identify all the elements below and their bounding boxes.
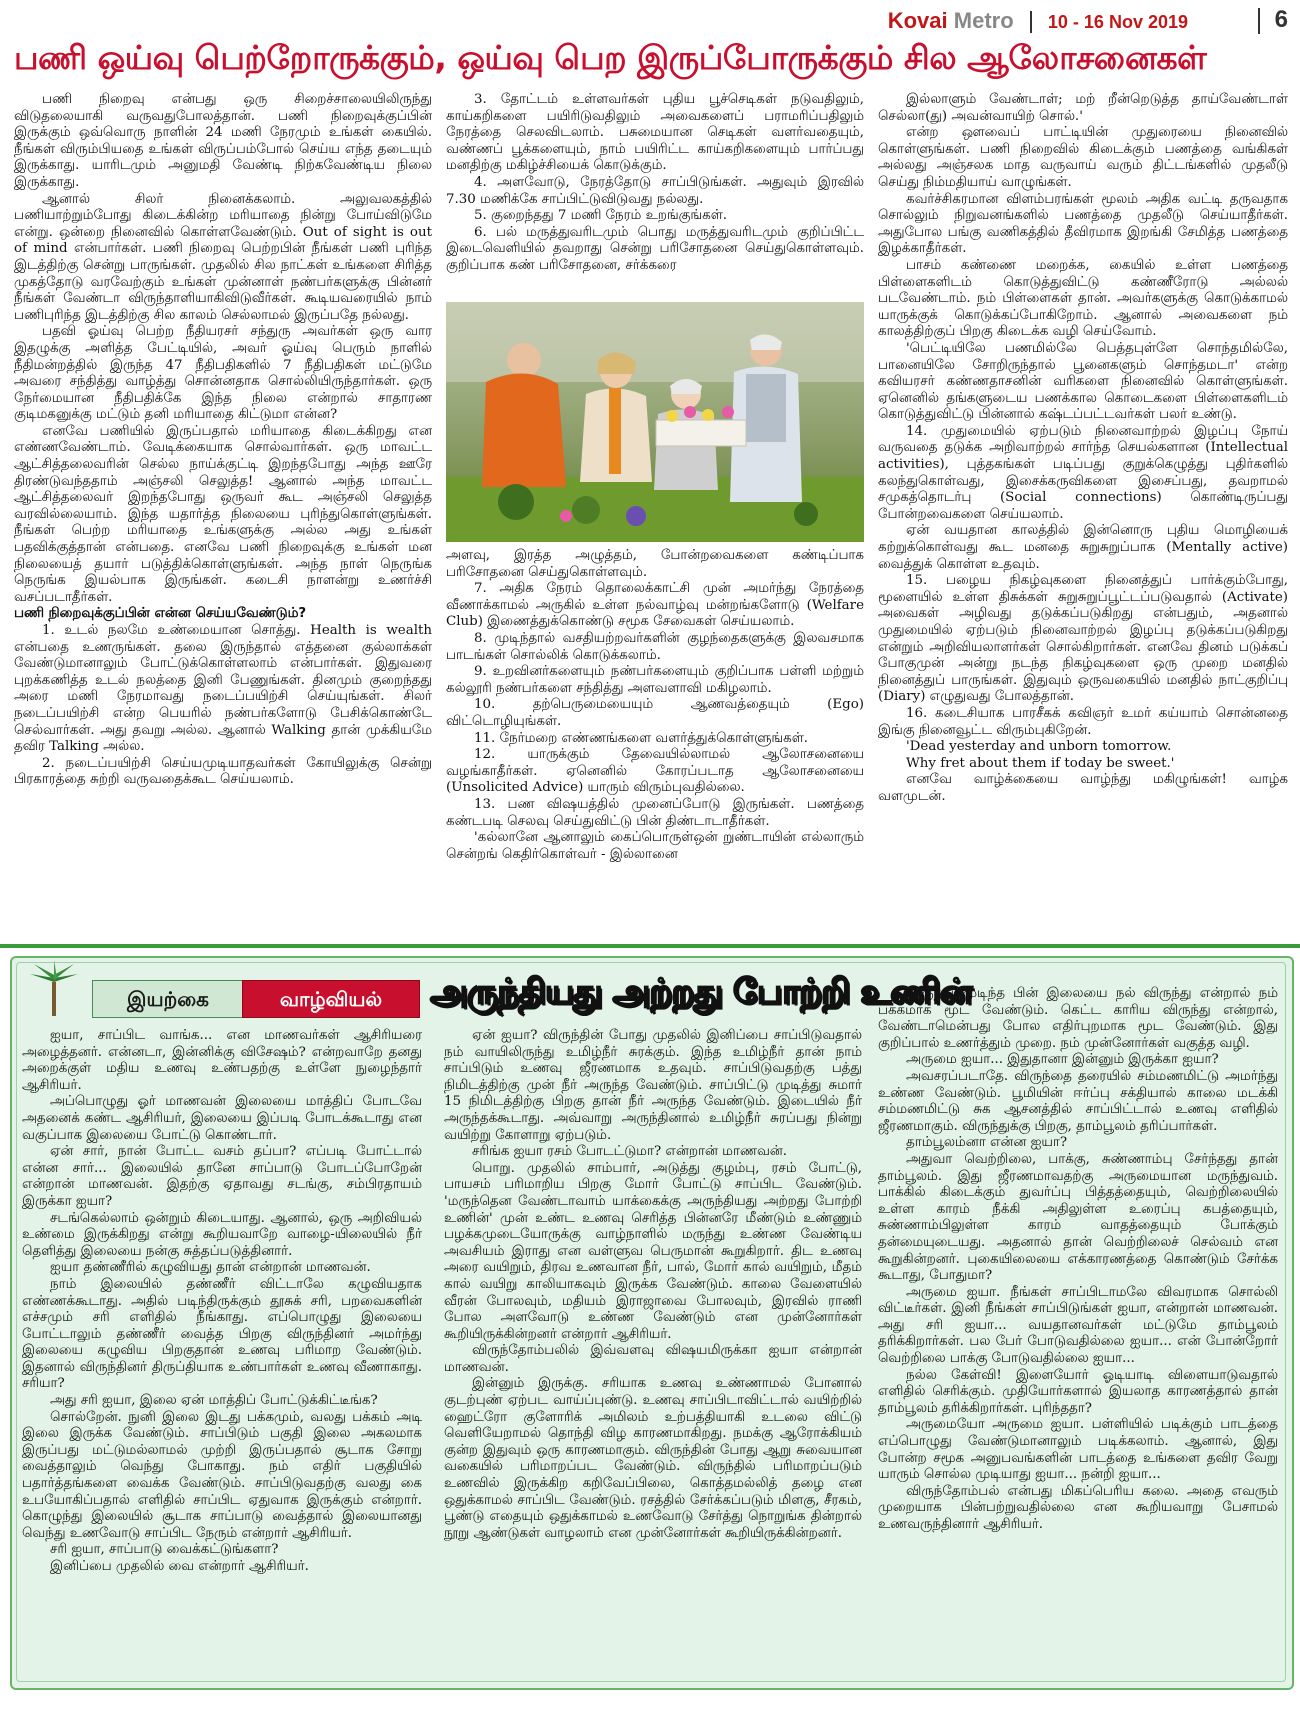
paragraph: பாசம் கண்ணை மறைக்க, கையில் உள்ள பணத்தை பிள்ளைகளிடம் கொடுத்துவிட்டு கண்ணீரோடு அல்லல் படவேண்டாம். நம் பிள்ளைகள் தான். அவர்களுக்கு கொடுக்காமல் யாருக்குக் கொடுக்கப்போகிறோம். ஆனால் அவைகளை நம் காலத்திற்குப் பிறகு கிடைக்க வழி செய்வோம். — [878, 257, 1288, 340]
verse: 'கல்லானே ஆனாலும் கைப்பொருள்ஒன் றுண்டாயின் எல்லாரும் சென்றங் கெதிர்கொள்வர் - இல்லானை — [446, 830, 864, 862]
paragraph: அருமையோ அருமை ஐயா. பள்ளியில் படிக்கும் பாடத்தை எப்பொழுது வேண்டுமானாலும் படிக்கலாம். ஆனால், இது போன்ற சமூக அனுபவங்களின் பாடத்தை உங்களை தவிர வேறு யாரும் சொல்ல முடியாது ஐயா... நன்றி ஐயா... — [878, 1417, 1278, 1483]
article1-column-2-bottom — [446, 548, 864, 932]
feature-column-1 — [22, 1028, 422, 1678]
paragraph: 14. முதுமையில் ஏற்படும் நினைவாற்றல் இழப்பு நோய் வருவதை தடுக்க அறிவாற்றல் சார்ந்த செயல்களான (Intellectual activities), புத்தகங்கள் படிப்பது குறுக்கெழுத்து புதிர்களில் கலந்துகொள்வது, இசைக்கருவிகளை இசைப்பது, தவறாமல் சமுகத்தொடர்பு (Social connections) கொண்டிருப்பது போன்றவைகளை செய்யலாம். — [878, 423, 1288, 522]
feature-column-3 — [878, 986, 1278, 1678]
paragraph: 12. யாருக்கும் தேவையில்லாமல் ஆலோசனையை வழங்காதீர்கள். ஏனெனில் கோரப்படாத ஆலோசனையை (Unsolicited Advice) யாரும் விரும்புவதில்லை. — [446, 747, 864, 796]
paragraph: என்ற ஔவைப் பாட்டியின் முதுரையை நினைவில் கொள்ளுங்கள். பணி நிறைவில் கிடைக்கும் பணத்தை வங்கிகள் அல்லது அஞ்சலக மாத வருவாய் வரும் திட்டங்களில் முதலீடு செய்து நிம்மதியாய் வாழுங்கள். — [878, 125, 1288, 190]
feature-title: அருந்தியது அற்றது போற்றி உணின் — [430, 972, 972, 1012]
paragraph: இன்னும் இருக்கு. சரியாக உணவு உண்ணாமல் போனால் குடற்புண் ஏற்பட வாய்ப்புண்டு. உணவு சாப்பிடாவிட்டால் வயிற்றில் ஹைட்ரோ குளோரிக் அமிலம் உற்பத்தியாகி உடலை விட்டு வெளியேறாமல் தொந்தி விழ காரணமாகிறது. நமக்கு ஆரோக்கியம் குன்ற இதுவும் ஒரு காரணமாகும். விருந்தின் போது ஆறு சுவையான வகையில் பரிமாறப்பட வேண்டும். விருந்தில் பரிமாறப்படும் உணவில் இருக்கிற கறிவேப்பிலை, கொத்தமல்லித் தழை என ஒதுக்காமல் சாப்பிட வேண்டும். ரசத்தில் சேர்க்கப்படும் மிளகு, சீரகம், பூண்டு எதையும் ஒதுக்காமல் உணவோடு சேர்த்து நொறுங்க தின்றால் நூறு ஆண்டுகள் வாழலாம் என முன்னோர்கள் கூறியிருக்கின்றனர். — [444, 1376, 862, 1541]
paragraph: அதுவா வெற்றிலை, பாக்கு, சுண்ணாம்பு சேர்ந்தது தான் தாம்பூலம். இது ஜீரணமாவதற்கு அருமையான மருந்துவம். பாக்கில் கிடைக்கும் துவர்ப்பு பித்தத்தையும், வெற்றிலையில் உள்ள காரம் நீக்கி அதிலுள்ள உரைப்பு கபத்தையும், சுண்ணாம்பிலுள்ள காரம் வாதத்தையும் போக்கும் தன்மையுடையது. அதனால் தான் வெற்றிலைச் செல்வம் என கூறுகின்றனர். புகையிலையை எக்காரணத்தை கொண்டும் சேர்க்க கூடாது, போதுமா? — [878, 1151, 1278, 1284]
paragraph: அப்பொழுது ஓர் மாணவன் இலையை மாத்திப் போடவே அதனைக் கண்ட ஆசிரியர், இலையை இப்படி போடக்கூடாது என வகுப்பாக இலையை போட்டு கொண்டார். — [22, 1094, 422, 1143]
paragraph: 3. தோட்டம் உள்ளவர்கள் புதிய பூச்செடிகள் நடுவதிலும், காய்கறிகளை பயிரிடுவதிலும் அவைகளைப் பராமரிப்பதிலும் நேரத்தை செலவிடலாம். பசுமையான செடிகள் வளர்வதையும், வண்ணப் பூக்களையும், நாம் பயிரிட்ட காய்கறிகளையும் பார்ப்பது மனதிற்கு மகிழ்ச்சியைக் கொடுக்கும். — [446, 92, 864, 174]
article1-column-1 — [14, 92, 432, 932]
article-headline: பணி ஒய்வு பெற்றோருக்கும், ஒய்வு பெற இருப்போருக்கும் சில ஆலோசனைகள் — [14, 38, 1207, 77]
paragraph: அது சரி ஐயா, இலை ஏன் மாத்திப் போட்டுக்கிட்டீங்க? — [50, 1393, 378, 1409]
section-label-lifestyle: வாழ்வியல் — [242, 980, 420, 1018]
paragraph: அவசரப்படாதே. விருந்தை தரையில் சம்மணமிட்டு அமர்ந்து உண்ண வேண்டும். பூமியின் ஈர்ப்பு சக்தியால் காலை மடக்கி சம்மணமிட்டு சுக ஆசனத்தில் சாப்பிட்டால் உணவு எளிதில் ஜீரணமாகும். விருந்துக்கு பிறகு, தாம்பூலம் தரிப்பார்கள். — [878, 1068, 1278, 1134]
paragraph: 9. உறவினர்களையும் நண்பர்களையும் குறிப்பாக பள்ளி மற்றும் கல்லூரி நண்பர்களை சந்தித்து அளவளாவி மகிழலாம். — [446, 664, 864, 696]
paragraph: சடங்கெல்லாம் ஒன்றும் கிடையாது. ஆனால், ஒரு அறிவியல் உண்மை இருக்கிறது என்று கூறியவாறே வாழை-யிலையில் நீர் தெளித்து இலையை நன்கு சுத்தப்படுத்தினார். — [22, 1210, 422, 1259]
paragraph: கவர்ச்சிகரமான விளம்பரங்கள் மூலம் அதிக வட்டி தருவதாக சொல்லும் நிறுவனங்களில் பணத்தை முதலீடு செய்யாதீர்கள். அதுபோல பங்கு வணிகத்தில் தீவிரமாக இறங்கி சேமித்த பணத்தை இழக்காதீர்கள். — [878, 191, 1288, 257]
brand-metro: Metro — [953, 8, 1014, 33]
paragraph: ஐயா, சாப்பிட வாங்க... என மாணவர்கள் ஆசிரியரை அழைத்தனர். என்னடா, இன்னிக்கு விசேஷம்? என்றவாறே தனது அறைக்குள் மதிய உணவு உண்பதற்கு உள்ளே நுழைந்தார் ஆசிரியர். — [22, 1028, 422, 1093]
masthead-separator — [1030, 11, 1032, 33]
paragraph: அருமை ஐயா. நீங்கள் சாப்பிடாமலே விவரமாக சொல்லி விட்டீர்கள். இனி நீங்கள் சாப்பிடுங்கள் ஐயா, என்றான் மாணவன். அது சரி ஐயா... வயதானவர்கள் மட்டுமே தாம்பூலம் தரிக்கிறார்கள். பல பேர் போடுவதில்லை ஐயா... என் போன்றோர் வெற்றிலை பாக்கு போடுவதில்லை ஐயா... — [878, 1284, 1278, 1367]
verse: இல்லாளும் வேண்டாள்; மற் றீன்றெடுத்த தாய்வேண்டாள் செல்லா(து) அவன்வாயிற் சொல்.' — [878, 92, 1288, 124]
paragraph: 10. தற்பெருமையையும் ஆணவத்தையும் (Ego) விட்டொழியுங்கள். — [446, 697, 864, 729]
paragraph: இனிப்பை முதலில் வை என்றார் ஆசிரியர். — [50, 1559, 309, 1574]
paragraph: எனவே பணியில் இருப்பதால் மரியாதை கிடைக்கிறது என எண்ணவேண்டாம். வேடிக்கையாக சொல்வார்கள். ஒரு மாவட்ட ஆட்சித்தலைவரின் செல்ல நாய்க்குட்டி இறந்தபோது அந்த ஊரே திரண்டுவந்ததாம் அஞ்சலி செலுத்த! ஆனால் அந்த மாவட்ட ஆட்சித்தலைவர் இறந்தபோது ஒருவர் கூட அஞ்சலி செலுத்த வரவில்லையாம். இந்த யதார்த்த நிலையை புரிந்துகொள்ளுங்கள். நீங்கள் பெற்ற மரியாதை உங்களுக்கு அல்ல அது உங்கள் பதவிக்குத்தான் என்பதை. எனவே பணி நிறைவுக்கு உங்கள் மன நிலையைத் தயார் படுத்திக்கொள்ளுங்கள். அந்த நாள் நெருங்க நெருங்க இயல்பாக இருங்கள். கடைசி நாளன்று உணர்ச்சி வசப்படாதீர்கள். — [14, 423, 432, 605]
paragraph: அருமை ஐயா... இதுதானா இன்னும் இருக்கா ஐயா? — [906, 1052, 1219, 1068]
paragraph: நாம் இலையில் தண்ணீர் விட்டாலே கழுவியதாக எண்ணக்கூடாது. அதில் படிந்திருக்கும் தூசுக் சரி, பறவைகளின் எச்சமும் சரி எளிதில் நீங்காது. எப்பொழுது இலையை போட்டாலும் தண்ணீர் வைத்த பிறகு விருந்தினர் அமர்ந்து இலையை கழுவிய பிறகுதான் உணவு பரிமாற வேண்டும். இதனால் விருந்தினர் திருப்தியாக உண்பார்கள் உணவு வீணாகாது. சரியா? — [22, 1276, 422, 1392]
paragraph: 1. உடல் நலமே உண்மையான சொத்து. Health is wealth என்பதை உணருங்கள். தலை இருந்தால் எத்தனை குல்லாக்கள் வேண்டுமானாலும் போட்டுக்கொள்ளலாம் என்பார்கள். இதுவரை புறக்கணித்த உடல் நலத்தை இனி பேணுங்கள். தினமும் குறைந்தது அரை மணி நேரமாவது நடைப்பயிற்சி செய்யுங்கள். சிலர் நடைப்பயிற்சி என்ற பெயரில் நண்பர்களோடு பேசிக்கொண்டே செல்வார்கள். அது தவறு அல்ல. ஆனால் Walking தான் முக்கியமே தவிர Talking அல்ல. — [14, 623, 432, 755]
paragraph: விருந்து முடிந்த பின் இலையை நல் விருந்து என்றால் நம் பக்கமாக மூட வேண்டும். கெட்ட காரிய விருந்து என்றால், வேண்டாமென்பது போல எதிர்புறமாக மூட வேண்டும். இது குறிப்பால் உணர்த்தும் முறை. நம் முன்னோர்கள் வகுத்த வழி. — [878, 986, 1278, 1051]
article1-column-3 — [878, 92, 1288, 932]
section-divider — [0, 944, 1300, 948]
paragraph: 7. அதிக நேரம் தொலைக்காட்சி முன் அமர்ந்து நேரத்தை வீணாக்காமல் அருகில் உள்ள நல்வாழ்வு மன்றங்களோடு (Welfare Club) இணைத்துக்கொண்டு சமூக சேவைகள் செய்யலாம். — [446, 581, 864, 630]
paragraph: 15. பழைய நிகழ்வுகளை நினைத்துப் பார்க்கும்போது, மூளையில் உள்ள திசுக்கள் சுறுசுறுப்பூட்டப்படுவதால் (Activate) அவைகள் அழிவது தடுக்கப்படுகிறது என்பதும், அதனால் முதுமையில் ஏற்படும் நினைவாற்றல் இழப்பு தடுக்கப்படுகிறது என்றும் அறிவியலாளர்கள் சொல்கிறார்கள். எனவே தினம் படுக்கப் போகுமுன் அன்று நடந்த நிகழ்வுகளை ஒரு முறை மனதில் நினைத்துப் பாருங்கள். இதுவும் ஒருவகையில் மனதில் நாட்குறிப்பு (Diary) எழுதுவது போலத்தான். — [878, 573, 1288, 705]
feature-column-2 — [444, 1028, 862, 1720]
quote-line: 'Dead yesterday and unborn tomorrow. — [906, 739, 1172, 755]
brand — [888, 8, 1188, 34]
paragraph: சொல்றேன். நுனி இலை இடது பக்கமும், வலது பக்கம் அடி இலை இருக்க வேண்டும். சாப்பிடும் பகுதி இலை அகலமாக இருப்பது மட்டுமல்லாமல் முற்றி இருப்பதால் சூடாக சோறு வைத்தாலும் வெந்து போகாது. நம் எதிர் பகுதியில் பதார்த்தங்களை வைக்க வேண்டும். சாப்பிடுவதற்கு வலது கை உபயோகிப்பதால் எளிதில் சாப்பிட ஏதுவாக இருக்கும் என்றார். கொழுந்து இலையில் சூடாக சாப்பாடு வைத்தால் இலையானது வெந்து உணவோடு சாப்பிட நேரும் என்றார் ஆசிரியர். — [22, 1409, 422, 1541]
paragraph: 8. முடிந்தால் வசதியற்றவர்களின் குழந்தைகளுக்கு இலவசமாக பாடங்கள் சொல்லிக் கொடுக்கலாம். — [446, 630, 864, 663]
paragraph: சரி ஐயா, சாப்பாடு வைக்கட்டுங்களா? — [50, 1542, 279, 1558]
seniors-gardening-image — [446, 302, 864, 542]
paragraph: அளவு, இரத்த அழுத்தம், போன்றவைகளை கண்டிப்பாக பரிசோதனை செய்துகொள்ளவும். — [446, 548, 864, 580]
paragraph: ஏன் சார், நான் போட்ட வசம் தப்பா? எப்படி போட்டால் என்ன சார்... இலையில் தானே சாப்பாடு போடப்போறேன் என்றான் மாணவன். இதற்கு ஏதாவது சடங்கு, சம்பிரதாயம் இருக்கா ஐயா? — [22, 1144, 422, 1209]
brand-kovai: Kovai — [887, 8, 948, 33]
section-label — [22, 978, 418, 1018]
section-label-nature: இயற்கை — [92, 980, 244, 1018]
paragraph: நல்ல கேள்வி! இளையோர் ஓடியாடி விளையாடுவதால் எளிதில் செரிக்கும். முதியோர்களால் இயலாத காரணத்தால் தான் தாம்பூலம் தரிக்கிறார்கள். புரிந்ததா? — [878, 1367, 1278, 1416]
paragraph: ஏன் வயதான காலத்தில் இன்னொரு புதிய மொழியைக் கற்றுக்கொள்வது கூட மனதை சுறுசுறுப்பாக (Mentally active) வைத்துக் கொள்ள உதவும். — [878, 523, 1288, 572]
quote-line: Why fret about them if today be sweet.' — [906, 755, 1175, 771]
paragraph: ஆனால் சிலர் நினைக்கலாம். அலுவலகத்தில் பணியாற்றும்போது கிடைக்கின்ற மரியாதை நின்று போய்விடுமே என்று. ஒன்றை நினைவில் கொள்ளவேண்டும். Out of sight is out of mind என்பார்கள். பணி நிறைவு பெற்றபின் நீங்கள் பணி புரிந்த இடத்திற்கு சென்று பாருங்கள். முதலில் சில நாட்கள் உங்களை சிரித்த முகத்தோடு வரவேற்கும் உங்கள் முன்னாள் நண்பர்களுக்கு பின்னர் நீங்கள் வேண்டா விருந்தாளியாகிவிடுவீர்கள். கூடியவரையில் நாம் பணிபுரிந்த இடத்திற்கு சில காலம் செல்லாமல் இருப்பதே நல்லது. — [14, 191, 432, 323]
paragraph: பணி நிறைவு என்பது ஒரு சிறைச்சாலையிலிருந்து விடுதலையாகி வருவதுபோலத்தான். பணி நிறைவுக்குப்பின் இருக்கும் ஒவ்வொரு நாளின் 24 மணி நேரமும் உங்கள் கையில். நீங்கள் விரும்பியதை உங்கள் விருப்பம்போல் செய்ய எந்த தடையும் இருக்காது. யாரிடமும் அனுமதி வேண்டி நிற்கவேண்டிய நிலை இருக்காது. — [14, 92, 432, 190]
subheading: பணி நிறைவுக்குப்பின் என்ன செய்யவேண்டும்? — [14, 606, 307, 622]
article1-column-2-top — [446, 92, 864, 298]
paragraph: தாம்பூலம்னா என்ன ஐயா? — [906, 1135, 1068, 1151]
masthead — [0, 0, 1300, 38]
paragraph: 6. பல் மருத்துவரிடமும் பொது மருத்துவரிடமும் குறிப்பிட்ட இடைவெளியில் தவறாது சென்று பரிசோதனை செய்துகொள்ளவும். குறிப்பாக கண் பரிசோதனை, சர்க்கரை — [446, 224, 864, 273]
paragraph: 'பெட்டியிலே பணமில்லே பெத்தபுள்ளே சொந்தமில்லே, பானையிலே சோறிருந்தால் பூனைகளும் சொந்தமடா' என்ற கவியரசர் கண்ணதாசனின் வரிகளை நினைவில் கொள்ளுங்கள். ஏனெனில் தங்களுடைய பணக்கால கொடைகளை பிள்ளைகளிடம் கொடுத்துவிட்டு பின்னால் கஷ்டப்பட்டவர்கள் பலர் உண்டு. — [878, 340, 1288, 423]
paragraph: 13. பண விஷயத்தில் முனைப்போடு இருங்கள். பணத்தை கண்டபடி செலவு செய்துவிட்டு பின் திண்டாடாதீர்கள். — [446, 796, 864, 829]
page-separator — [1258, 8, 1260, 34]
paragraph: சரிங்க ஐயா ரசம் போடட்டுமா? என்றான் மாணவன். — [472, 1144, 788, 1160]
gardening-photo — [446, 302, 864, 542]
issue-date: 10 - 16 Nov 2019 — [1047, 12, 1188, 32]
paragraph: 16. கடைசியாக பாரசீகக் கவிஞர் உமர் கய்யாம் சொன்னதை இங்கு நினைவூட்ட விரும்புகிறேன். — [878, 705, 1288, 738]
paragraph: எனவே வாழ்க்கையை வாழ்ந்து மகிழுங்கள்! வாழ்க வளமுடன். — [878, 772, 1288, 804]
paragraph: பொறு. முதலில் சாம்பார், அடுத்து குழம்பு, ரசம் போட்டு, பாயசம் பரிமாறிய பிறகு மோர் போட்டு சாப்பிட வேண்டும். 'மருந்தென வேண்டாவாம் யாக்கைக்கு அருந்தியது அற்றது போற்றி உணின்' முன் உண்ட உணவு செரித்த பின்னரே மீண்டும் உண்ணும் பழக்கமுடையோருக்கு வாழ்நாளில் மருந்து உண்ண வேண்டிய அவசியம் இராது என வள்ளுவ பெருமான் கூறுகிறார். திட உணவு அரை வயிறும், திரவ உணவான நீர், பால், மோர் கால் வயிறும், மீதம் கால் வயிறு காலியாகவும் இருக்க வேண்டும். காலை வேளையில் வீரன் போலவும், மதியம் இராஜாவை போலவும், இரவில் ராணி போல அளவோடு உண்ண வேண்டும் என முன்னோர்கள் கூறியிருக்கின்றனர் என்றார் ஆசிரியர். — [444, 1160, 862, 1342]
paragraph: பதவி ஓய்வு பெற்ற நீதியரசர் சந்துரு அவர்கள் ஒரு வார இதழுக்கு அளித்த பேட்டியில், அவர் ஓய்வு பெரும் நாளில் நீதிமன்றத்தில் இருந்த 47 நீதிபதிகளில் 7 நீதிபதிகள் மட்டுமே அவரை சந்தித்து வாழ்த்து சொன்னதாக சொல்லியிருந்தார்கள். ஒரு நேர்மையான நீதிபதிக்கே இந்த நிலை என்றால் சாதாரண குடிமகனுக்கு மட்டும் தனி மரியாதை கிட்டுமா என்ன? — [14, 324, 432, 423]
paragraph: 11. நேர்மறை எண்ணங்களை வளர்த்துக்கொள்ளுங்கள். — [474, 730, 809, 746]
paragraph: ஐயா தண்ணீரில் கழுவியது தான் என்றான் மாணவன். — [50, 1260, 371, 1276]
paragraph: 4. அளவோடு, நேரத்தோடு சாப்பிடுங்கள். அதுவும் இரவில் 7.30 மணிக்கே சாப்பிட்டுவிடுவது நல்லது. — [446, 174, 864, 207]
paragraph: விருந்தோம்பல் என்பது மிகப்பெரிய கலை. அதை எவரும் முறையாக பின்பற்றுவதில்லை என கூறியவாறு பேசாமல் உணவருந்தினார் ஆசிரியர். — [878, 1483, 1278, 1532]
paragraph: 5. குறைந்தது 7 மணி நேரம் உறங்குங்கள். — [474, 208, 728, 224]
paragraph: ஏன் ஐயா? விருந்தின் போது முதலில் இனிப்பை சாப்பிடுவதால் நம் வாயிலிருந்து உமிழ்நீர் சுரக்கும். இந்த உமிழ்நீர் தான் நாம் சாப்பிடும் உணவு ஜீரணமாக உதவும். சாப்பிடுவதற்கு பத்து நிமிடத்திற்கு முன் நீர் அருந்த வேண்டும். சாப்பிட்டு முடித்து சுமார் 15 நிமிடத்திற்கு பிறகு தான் நீர் அருந்த வேண்டும். இடையில் நீர் அருந்தக்கூடாது. அவ்வாறு அருந்தினால் உமிழ்நீர் சுரப்பது நின்று வயிற்று கோளாறு ஏற்படும். — [444, 1028, 862, 1143]
paragraph: 2. நடைப்பயிற்சி செய்யமுடியாதவர்கள் கோயிலுக்கு சென்று பிரகாரத்தை சுற்றி வருவதைக்கூட செய்யலாம். — [14, 755, 432, 788]
paragraph: விருந்தோம்பலில் இவ்வளவு விஷயமிருக்கா ஐயா என்றான் மாணவன். — [444, 1343, 862, 1375]
page-number: 6 — [1274, 6, 1288, 33]
